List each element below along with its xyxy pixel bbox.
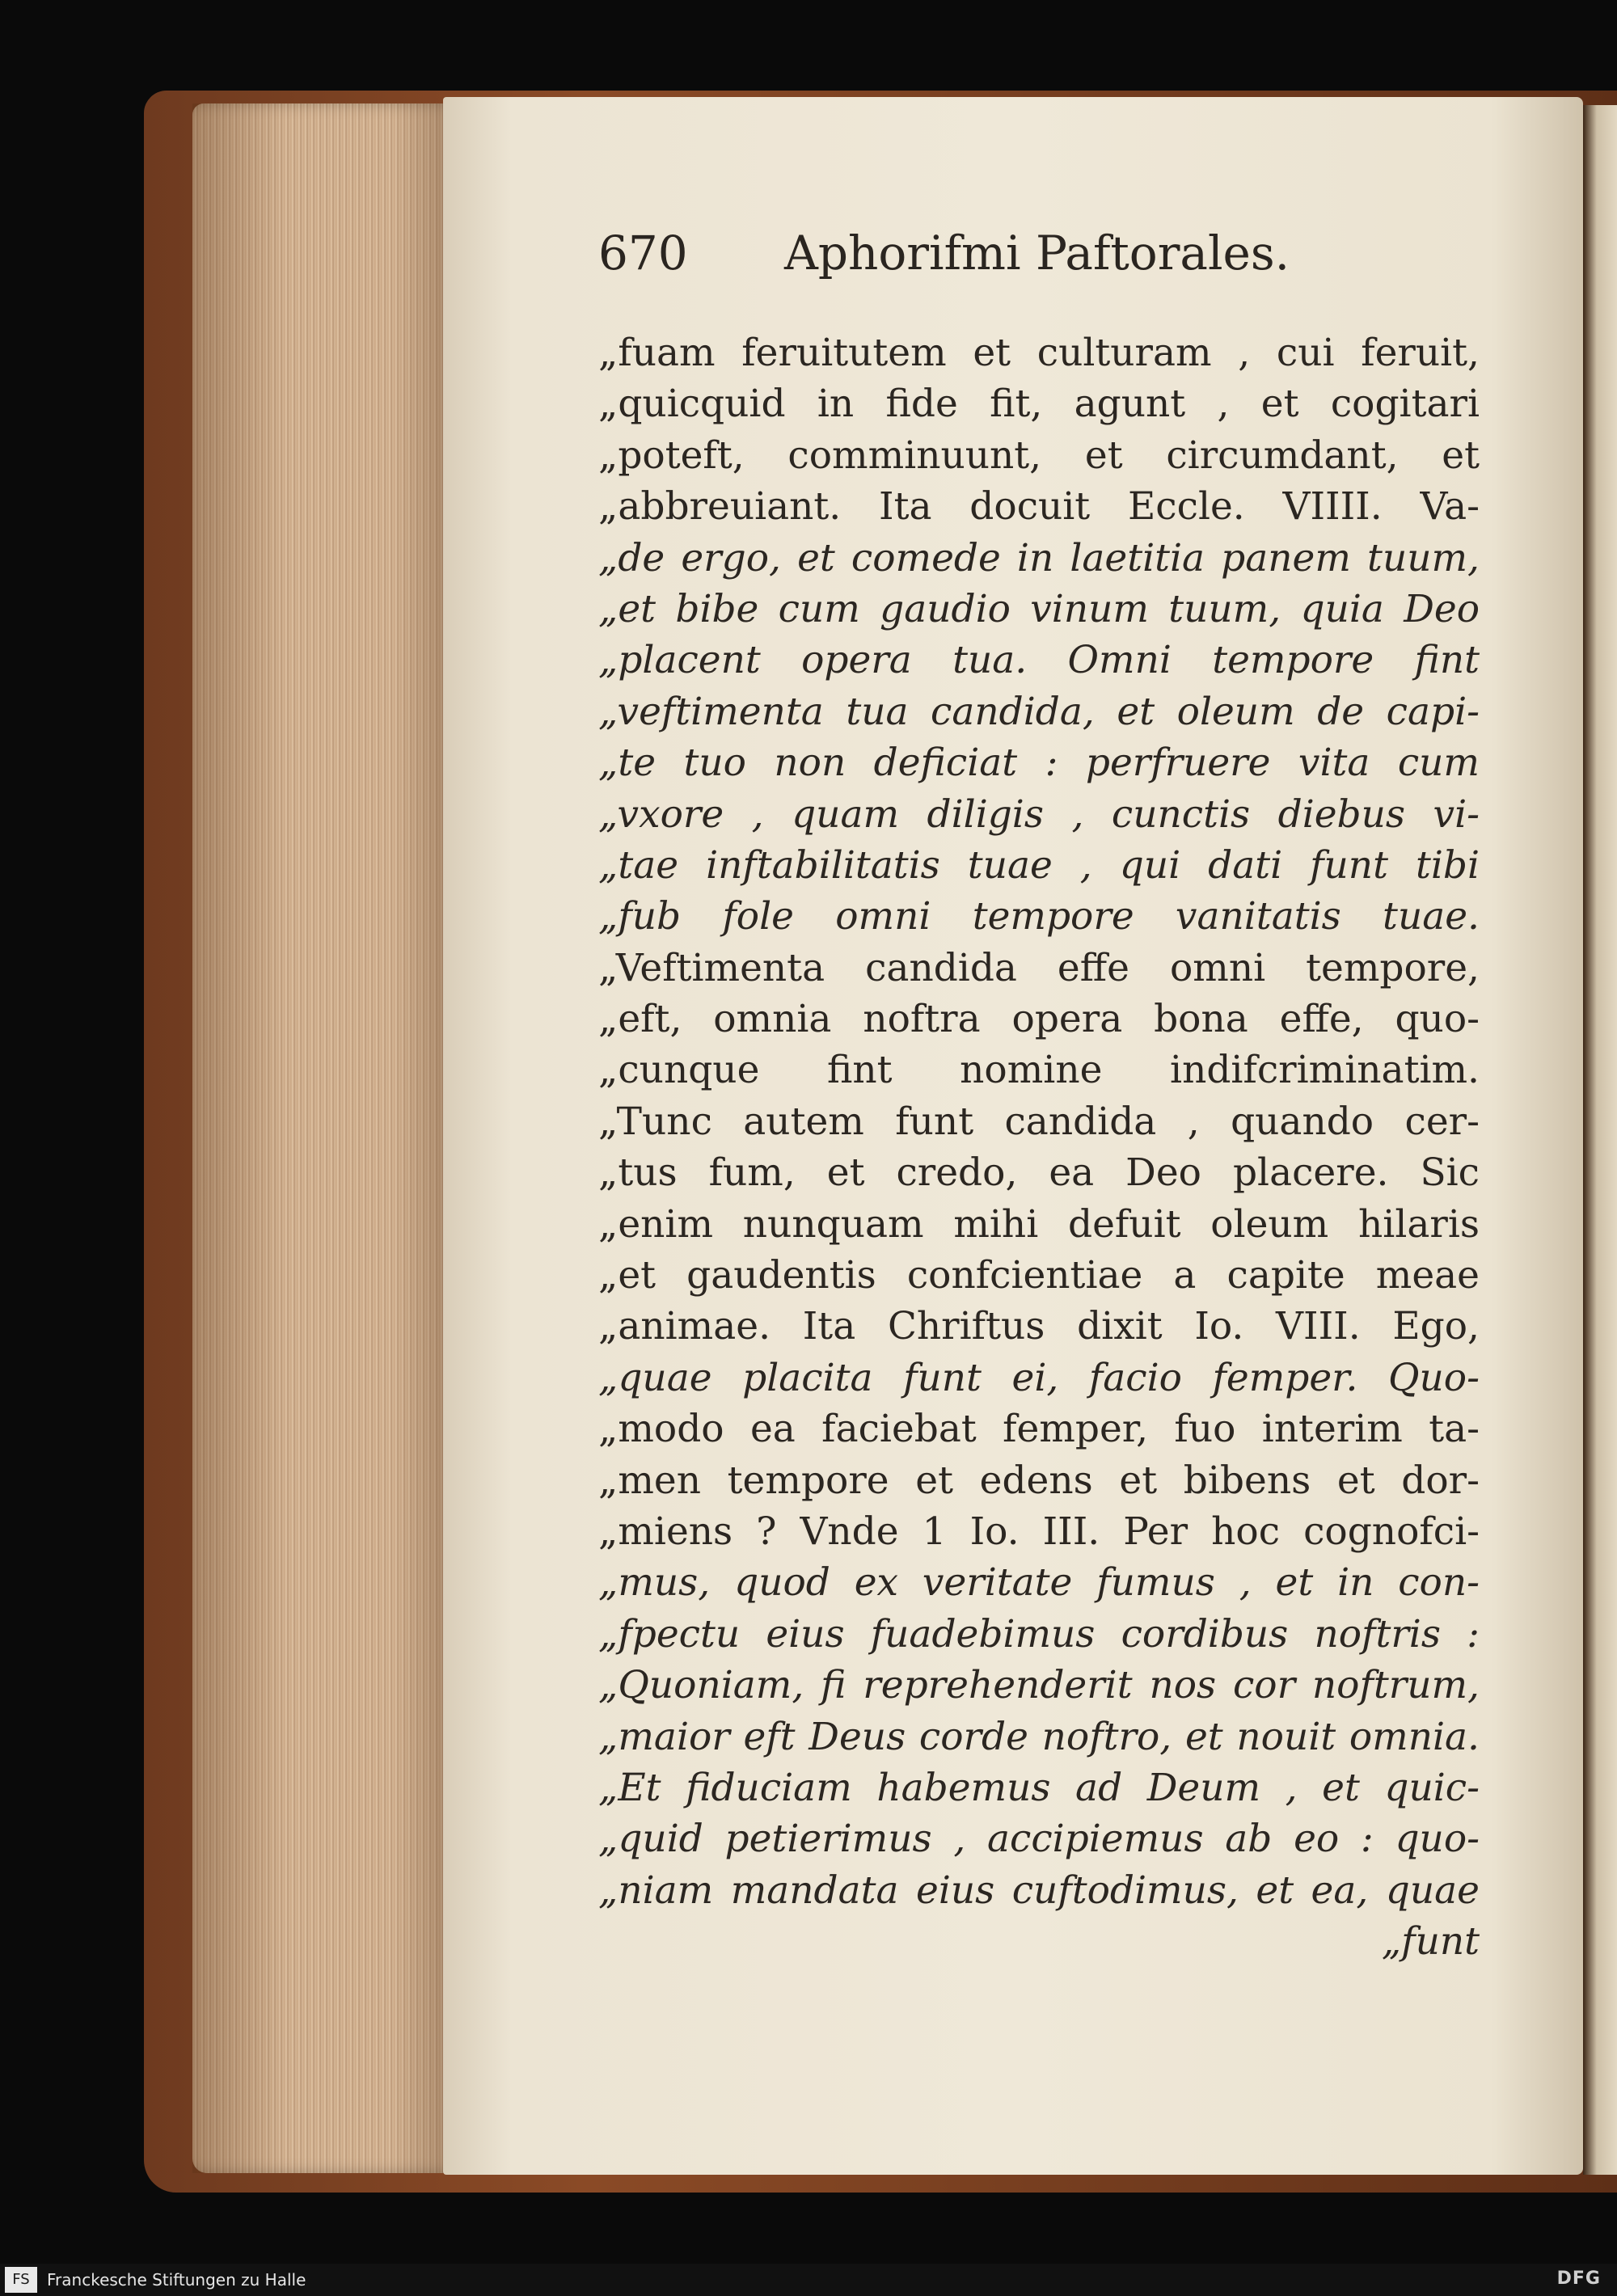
text-line: „tae inftabilitatis tuae , qui dati funt tibi	[598, 842, 1480, 888]
text-line: „fpectu eius fuadebimus cordibus noftris :	[598, 1611, 1480, 1657]
text-line: „mus, quod ex veritate fumus , et in con-	[598, 1560, 1480, 1606]
text-line: „vxore , quam diligis , cunctis diebus vi-	[598, 791, 1480, 837]
text-line: „abbreuiant. Ita docuit Eccle. VIIII. Va-	[598, 484, 1480, 530]
next-page-edge	[1583, 105, 1617, 2175]
text-line: „veftimenta tua candida, et oleum de capi-	[598, 689, 1480, 734]
text-line: „cunque fint nomine indifcriminatim.	[598, 1048, 1480, 1093]
text-line: „Tunc autem funt candida , quando cer-	[598, 1099, 1480, 1144]
text-line: „tus fum, et credo, ea Deo placere. Sic	[598, 1150, 1480, 1196]
text-line: „niam mandata eius cuftodimus, et ea, quae	[598, 1868, 1480, 1913]
page-number: 670	[598, 226, 688, 281]
text-line: „et gaudentis confcientiae a capite meae	[598, 1253, 1480, 1298]
text-line: „Et fiduciam habemus ad Deum , et quic-	[598, 1765, 1480, 1810]
institution-name: Franckesche Stiftungen zu Halle	[47, 2270, 306, 2290]
running-header	[598, 225, 1568, 281]
page-block-fore-edge	[192, 103, 459, 2173]
text-line: „eft, omnia noftra opera bona effe, quo-	[598, 997, 1480, 1042]
text-line: „fuam feruitutem et culturam , cui feruit,	[598, 331, 1480, 375]
text-line: „maior eft Deus corde noftro, et nouit omnia.	[598, 1714, 1480, 1759]
text-line: „enim nunquam mihi defuit oleum hilaris	[598, 1201, 1480, 1247]
running-title: Aphorifmi Paftorales.	[784, 226, 1290, 281]
institution-logo: FS	[5, 2267, 37, 2293]
footer-bar	[0, 2264, 1617, 2296]
body-text	[598, 327, 1480, 1968]
text-line: „animae. Ita Chriftus dixit Io. VIII. Ego,	[598, 1304, 1480, 1349]
text-line: „Veftimenta candida effe omni tempore,	[598, 945, 1480, 990]
text-line: „de ergo, et comede in laetitia panem tuum,	[598, 535, 1480, 580]
text-line: „quicquid in fide fit, agunt , et cogitari	[598, 382, 1480, 427]
text-line: „miens ? Vnde 1 Io. III. Per hoc cognofci-	[598, 1509, 1480, 1554]
text-line: „fub fole omni tempore vanitatis tuae.	[598, 894, 1480, 939]
text-line: „placent opera tua. Omni tempore fint	[598, 638, 1480, 683]
catchword: „funt	[1381, 1919, 1480, 1965]
text-line: „men tempore et edens et bibens et dor-	[598, 1458, 1480, 1503]
text-line: „te tuo non deficiat : perfruere vita cum	[598, 741, 1480, 786]
text-line: „quae placita funt ei, facio femper. Quo-	[598, 1355, 1480, 1400]
text-line: „quid petierimus , accipiemus ab eo : quo-	[598, 1817, 1480, 1862]
funder-logo: DFG	[1556, 2269, 1601, 2289]
text-line: „et bibe cum gaudio vinum tuum, quia Deo	[598, 586, 1480, 631]
text-line: „Quoniam, fi reprehenderit nos cor noftrum,	[598, 1663, 1480, 1708]
text-line: „modo ea faciebat femper, fuo interim ta-	[598, 1407, 1480, 1452]
text-line: „poteft, comminuunt, et circumdant, et	[598, 433, 1480, 478]
